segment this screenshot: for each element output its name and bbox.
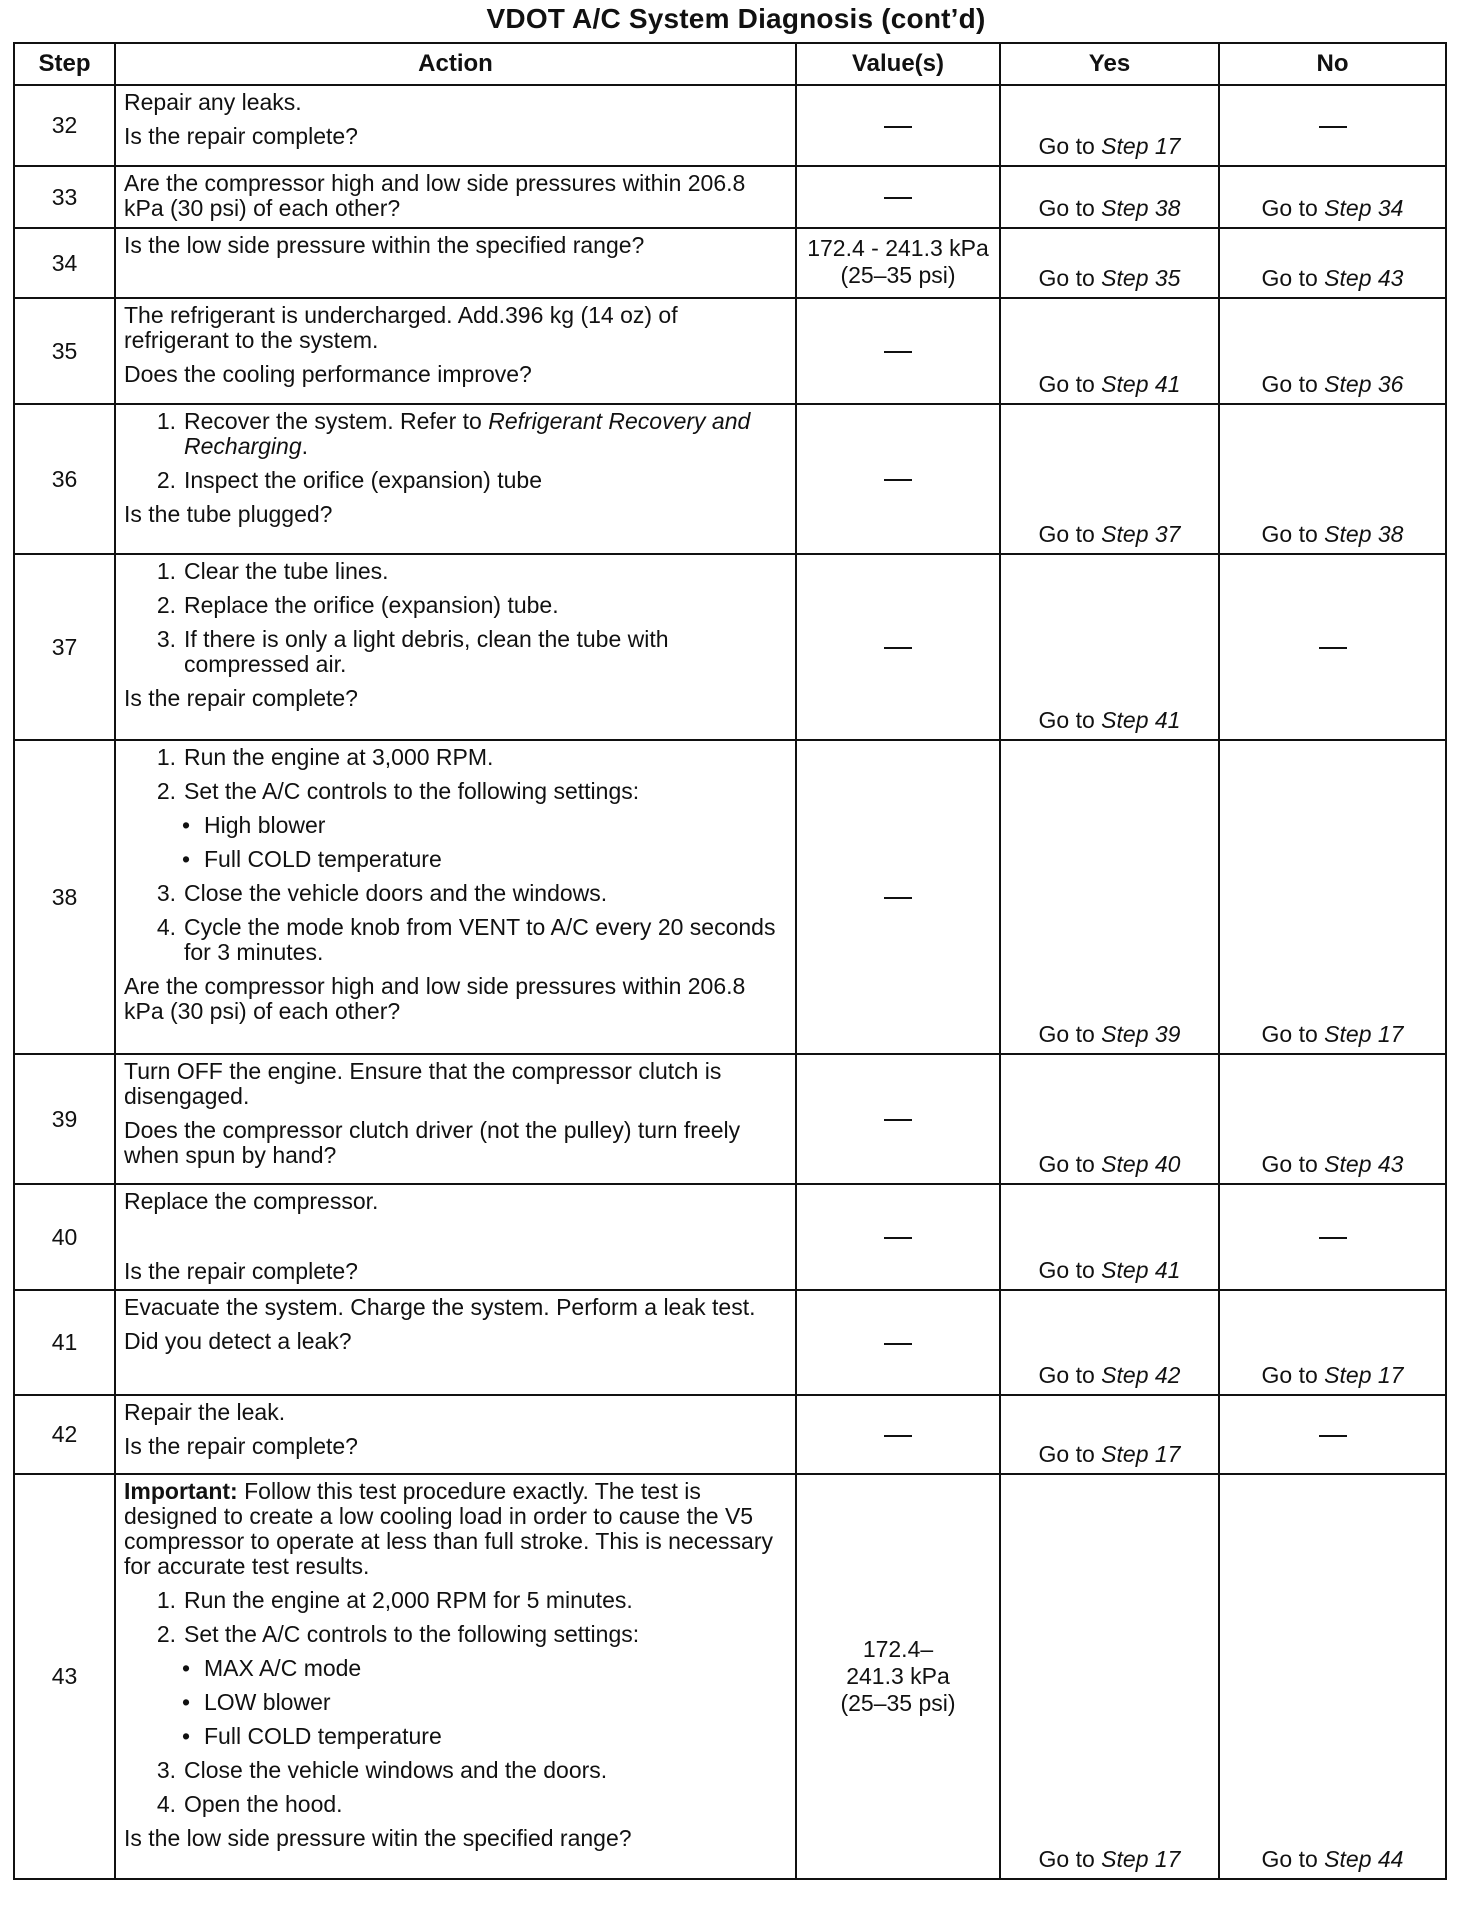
step-label: Step xyxy=(1101,371,1149,397)
important-label: Important: xyxy=(124,1478,238,1504)
list-item xyxy=(124,593,787,618)
step-label: Step xyxy=(1101,133,1149,159)
em-dash xyxy=(884,126,912,128)
list-number: 1. xyxy=(156,1587,176,1613)
action-cell xyxy=(115,1395,796,1474)
bullet-glyph: • xyxy=(182,1723,191,1749)
list-text: Set the A/C controls to the following settings: xyxy=(184,778,640,804)
step-label: Step xyxy=(1324,1151,1372,1177)
bullet-glyph: • xyxy=(182,812,191,838)
goto-label: Go to xyxy=(1261,371,1318,397)
bullet-text: Full COLD temperature xyxy=(204,846,442,872)
list-item xyxy=(124,779,787,804)
col-header-step: Step xyxy=(14,43,115,85)
list-number: 3. xyxy=(156,880,176,906)
value-cell xyxy=(796,740,1000,1054)
action-question: Is the repair complete? xyxy=(124,1433,358,1459)
em-dash xyxy=(1319,647,1347,649)
list-number: 1. xyxy=(156,408,176,434)
goto-label: Go to xyxy=(1038,371,1095,397)
step-label: Step xyxy=(1324,521,1372,547)
value-cell xyxy=(796,404,1000,554)
action-text: Turn OFF the engine. Ensure that the compressor clutch is disengaged. xyxy=(124,1058,722,1109)
table-row xyxy=(14,1184,1446,1290)
step-number: 37 xyxy=(14,554,115,740)
goto-step-number: 17 xyxy=(1154,133,1181,159)
bullet-item xyxy=(124,1724,787,1749)
step-number: 41 xyxy=(14,1290,115,1395)
list-number: 2. xyxy=(156,1621,176,1647)
em-dash xyxy=(884,897,912,899)
list-number: 4. xyxy=(156,914,176,940)
bullet-text: Full COLD temperature xyxy=(204,1723,442,1749)
em-dash xyxy=(884,1435,912,1437)
goto-step-number: 42 xyxy=(1154,1362,1181,1388)
step-label: Step xyxy=(1324,195,1372,221)
yes-cell xyxy=(1000,1184,1219,1290)
goto-label: Go to xyxy=(1038,521,1095,547)
goto-label: Go to xyxy=(1038,1846,1095,1872)
em-dash xyxy=(884,197,912,199)
no-cell xyxy=(1219,554,1446,740)
goto-label: Go to xyxy=(1038,133,1095,159)
action-question: Does the compressor clutch driver (not the pulley) turn freely when spun by hand? xyxy=(124,1117,741,1168)
step-label: Step xyxy=(1101,1441,1149,1467)
em-dash xyxy=(884,351,912,353)
table-row xyxy=(14,740,1446,1054)
goto-step-number: 35 xyxy=(1154,265,1181,291)
list-text: Run the engine at 2,000 RPM for 5 minutes. xyxy=(184,1587,633,1613)
goto-step-number: 43 xyxy=(1377,265,1404,291)
action-cell xyxy=(115,1054,796,1184)
goto-label: Go to xyxy=(1261,265,1318,291)
list-text: Close the vehicle doors and the windows. xyxy=(184,880,608,906)
bullet-item xyxy=(124,1690,787,1715)
action-question: Are the compressor high and low side pressures within 206.8 kPa (30 psi) of each other? xyxy=(124,170,746,221)
list-number: 3. xyxy=(156,626,176,652)
goto-step-number: 44 xyxy=(1377,1846,1404,1872)
goto-label: Go to xyxy=(1261,521,1318,547)
step-number: 39 xyxy=(14,1054,115,1184)
goto-step-number: 17 xyxy=(1154,1441,1181,1467)
action-cell xyxy=(115,554,796,740)
step-number: 40 xyxy=(14,1184,115,1290)
col-header-action: Action xyxy=(115,43,796,85)
goto-step-number: 17 xyxy=(1377,1362,1404,1388)
step-label: Step xyxy=(1324,265,1372,291)
list-text: Recover the system. Refer to Refrigerant Recovery and Recharging. xyxy=(184,408,751,459)
yes-cell xyxy=(1000,404,1219,554)
list-text: Close the vehicle windows and the doors. xyxy=(184,1757,608,1783)
step-label: Step xyxy=(1101,1021,1149,1047)
em-dash xyxy=(1319,126,1347,128)
list-text: Cycle the mode knob from VENT to A/C every 20 seconds for 3 minutes. xyxy=(184,914,776,965)
list-item xyxy=(124,881,787,906)
goto-step-number: 43 xyxy=(1377,1151,1404,1177)
action-question: Is the tube plugged? xyxy=(124,501,333,527)
list-text: Clear the tube lines. xyxy=(184,558,389,584)
table-row xyxy=(14,554,1446,740)
goto-step-number: 17 xyxy=(1377,1021,1404,1047)
list-text: If there is only a light debris, clean the tube with compressed air. xyxy=(184,626,669,677)
value-cell xyxy=(796,166,1000,228)
goto-label: Go to xyxy=(1038,1257,1095,1283)
goto-label: Go to xyxy=(1038,1151,1095,1177)
goto-step-number: 17 xyxy=(1154,1846,1181,1872)
list-number: 2. xyxy=(156,778,176,804)
em-dash xyxy=(884,647,912,649)
list-number: 2. xyxy=(156,467,176,493)
step-number: 36 xyxy=(14,404,115,554)
list-text: Replace the orifice (expansion) tube. xyxy=(184,592,559,618)
yes-cell xyxy=(1000,298,1219,404)
step-label: Step xyxy=(1101,195,1149,221)
action-cell xyxy=(115,166,796,228)
action-question: Does the cooling performance improve? xyxy=(124,361,532,387)
goto-step-number: 36 xyxy=(1377,371,1404,397)
value-cell: 172.4– 241.3 kPa (25–35 psi) xyxy=(796,1474,1000,1879)
goto-step-number: 38 xyxy=(1154,195,1181,221)
action-cell xyxy=(115,298,796,404)
yes-cell xyxy=(1000,1474,1219,1879)
table-row xyxy=(14,1290,1446,1395)
no-cell xyxy=(1219,228,1446,298)
goto-step-number: 37 xyxy=(1154,521,1181,547)
yes-cell xyxy=(1000,1395,1219,1474)
goto-step-number: 41 xyxy=(1154,707,1181,733)
no-cell xyxy=(1219,404,1446,554)
value-cell xyxy=(796,1395,1000,1474)
yes-cell xyxy=(1000,1290,1219,1395)
action-text: Repair the leak. xyxy=(124,1399,286,1425)
list-item xyxy=(124,468,787,493)
em-dash xyxy=(1319,1237,1347,1239)
list-item xyxy=(124,409,787,459)
yes-cell xyxy=(1000,740,1219,1054)
em-dash xyxy=(884,479,912,481)
list-item xyxy=(124,627,787,677)
no-cell xyxy=(1219,1290,1446,1395)
step-label: Step xyxy=(1101,1362,1149,1388)
table-row xyxy=(14,166,1446,228)
no-cell xyxy=(1219,740,1446,1054)
yes-cell xyxy=(1000,166,1219,228)
goto-label: Go to xyxy=(1261,1362,1318,1388)
goto-label: Go to xyxy=(1261,1151,1318,1177)
action-text: The refrigerant is undercharged. Add.396 kg (14 oz) of refrigerant to the system. xyxy=(124,302,678,353)
goto-step-number: 39 xyxy=(1154,1021,1181,1047)
col-header-values: Value(s) xyxy=(796,43,1000,85)
bullet-glyph: • xyxy=(182,1689,191,1715)
yes-cell xyxy=(1000,554,1219,740)
list-number: 4. xyxy=(156,1791,176,1817)
step-number: 33 xyxy=(14,166,115,228)
bullet-text: High blower xyxy=(204,812,326,838)
goto-step-number: 34 xyxy=(1377,195,1404,221)
action-cell xyxy=(115,1290,796,1395)
action-question: Is the repair complete? xyxy=(124,123,358,149)
header-row xyxy=(14,43,1446,85)
no-cell xyxy=(1219,1395,1446,1474)
em-dash xyxy=(1319,1435,1347,1437)
step-label: Step xyxy=(1101,1151,1149,1177)
list-text: Set the A/C controls to the following settings: xyxy=(184,1621,640,1647)
col-header-yes: Yes xyxy=(1000,43,1219,85)
action-cell xyxy=(115,740,796,1054)
list-item xyxy=(124,745,787,770)
bullet-item xyxy=(124,813,787,838)
bullet-text: MAX A/C mode xyxy=(204,1655,362,1681)
goto-step-number: 41 xyxy=(1154,371,1181,397)
action-question: Are the compressor high and low side pressures within 206.8 kPa (30 psi) of each other? xyxy=(124,973,746,1024)
action-question: Is the low side pressure within the specified range? xyxy=(124,232,645,258)
goto-label: Go to xyxy=(1038,195,1095,221)
goto-label: Go to xyxy=(1261,1846,1318,1872)
table-row xyxy=(14,404,1446,554)
value-cell xyxy=(796,85,1000,166)
goto-label: Go to xyxy=(1261,195,1318,221)
goto-label: Go to xyxy=(1261,1021,1318,1047)
list-item xyxy=(124,1758,787,1783)
goto-label: Go to xyxy=(1038,707,1095,733)
bullet-text: LOW blower xyxy=(204,1689,331,1715)
step-number: 42 xyxy=(14,1395,115,1474)
list-text: Inspect the orifice (expansion) tube xyxy=(184,467,542,493)
table-row xyxy=(14,228,1446,298)
page-title: VDOT A/C System Diagnosis (cont’d) xyxy=(486,3,986,34)
bullet-item xyxy=(124,1656,787,1681)
step-number: 38 xyxy=(14,740,115,1054)
goto-label: Go to xyxy=(1038,265,1095,291)
yes-cell xyxy=(1000,228,1219,298)
value-cell: 172.4 - 241.3 kPa (25–35 psi) xyxy=(796,228,1000,298)
no-cell xyxy=(1219,1474,1446,1879)
step-number: 43 xyxy=(14,1474,115,1879)
em-dash xyxy=(884,1119,912,1121)
value-cell xyxy=(796,1184,1000,1290)
step-label: Step xyxy=(1101,265,1149,291)
em-dash xyxy=(884,1237,912,1239)
em-dash xyxy=(884,1343,912,1345)
table-row xyxy=(14,1474,1446,1879)
list-item xyxy=(124,1588,787,1613)
goto-step-number: 41 xyxy=(1154,1257,1181,1283)
bullet-glyph: • xyxy=(182,846,191,872)
action-text: Evacuate the system. Charge the system. Perform a leak test. xyxy=(124,1294,756,1320)
step-label: Step xyxy=(1324,371,1372,397)
value-cell xyxy=(796,298,1000,404)
list-number: 3. xyxy=(156,1757,176,1783)
step-number: 32 xyxy=(14,85,115,166)
step-label: Step xyxy=(1324,1362,1372,1388)
list-item xyxy=(124,1622,787,1647)
step-number: 35 xyxy=(14,298,115,404)
table-row xyxy=(14,298,1446,404)
action-cell xyxy=(115,85,796,166)
list-item xyxy=(124,559,787,584)
no-cell xyxy=(1219,85,1446,166)
yes-cell xyxy=(1000,1054,1219,1184)
action-question: Is the repair complete? xyxy=(124,1258,358,1284)
action-question: Is the repair complete? xyxy=(124,685,358,711)
goto-label: Go to xyxy=(1038,1441,1095,1467)
step-label: Step xyxy=(1101,521,1149,547)
reference-title: Refrigerant Recovery and Recharging xyxy=(184,408,751,459)
action-cell xyxy=(115,1184,796,1290)
step-label: Step xyxy=(1101,1846,1149,1872)
table-row xyxy=(14,1395,1446,1474)
step-label: Step xyxy=(1324,1846,1372,1872)
list-item xyxy=(124,1792,787,1817)
list-text: Run the engine at 3,000 RPM. xyxy=(184,744,494,770)
diagnosis-table xyxy=(13,42,1447,1880)
action-cell xyxy=(115,228,796,298)
list-number: 1. xyxy=(156,744,176,770)
col-header-no: No xyxy=(1219,43,1446,85)
list-item xyxy=(124,915,787,965)
no-cell xyxy=(1219,1054,1446,1184)
step-label: Step xyxy=(1101,1257,1149,1283)
no-cell xyxy=(1219,166,1446,228)
action-text: Replace the compressor. xyxy=(124,1188,379,1214)
value-cell xyxy=(796,554,1000,740)
important-note xyxy=(124,1479,787,1579)
bullet-item xyxy=(124,847,787,872)
bullet-glyph: • xyxy=(182,1655,191,1681)
action-question: Did you detect a leak? xyxy=(124,1328,352,1354)
goto-step-number: 38 xyxy=(1377,521,1404,547)
action-text: Repair any leaks. xyxy=(124,89,302,115)
table-row xyxy=(14,85,1446,166)
list-number: 1. xyxy=(156,558,176,584)
step-label: Step xyxy=(1324,1021,1372,1047)
yes-cell xyxy=(1000,85,1219,166)
important-text: Follow this test procedure exactly. The test is designed to create a low cooling load in order to cause the V5 compressor to operate at less than full stroke. This is necessary for accurate test results. xyxy=(124,1478,773,1579)
step-number: 34 xyxy=(14,228,115,298)
action-cell xyxy=(115,404,796,554)
goto-label: Go to xyxy=(1038,1362,1095,1388)
no-cell xyxy=(1219,1184,1446,1290)
step-label: Step xyxy=(1101,707,1149,733)
action-question: Is the low side pressure witin the specified range? xyxy=(124,1825,632,1851)
table-row xyxy=(14,1054,1446,1184)
value-cell xyxy=(796,1290,1000,1395)
value-cell xyxy=(796,1054,1000,1184)
goto-step-number: 40 xyxy=(1154,1151,1181,1177)
no-cell xyxy=(1219,298,1446,404)
goto-label: Go to xyxy=(1038,1021,1095,1047)
action-cell xyxy=(115,1474,796,1879)
list-number: 2. xyxy=(156,592,176,618)
list-text: Open the hood. xyxy=(184,1791,343,1817)
